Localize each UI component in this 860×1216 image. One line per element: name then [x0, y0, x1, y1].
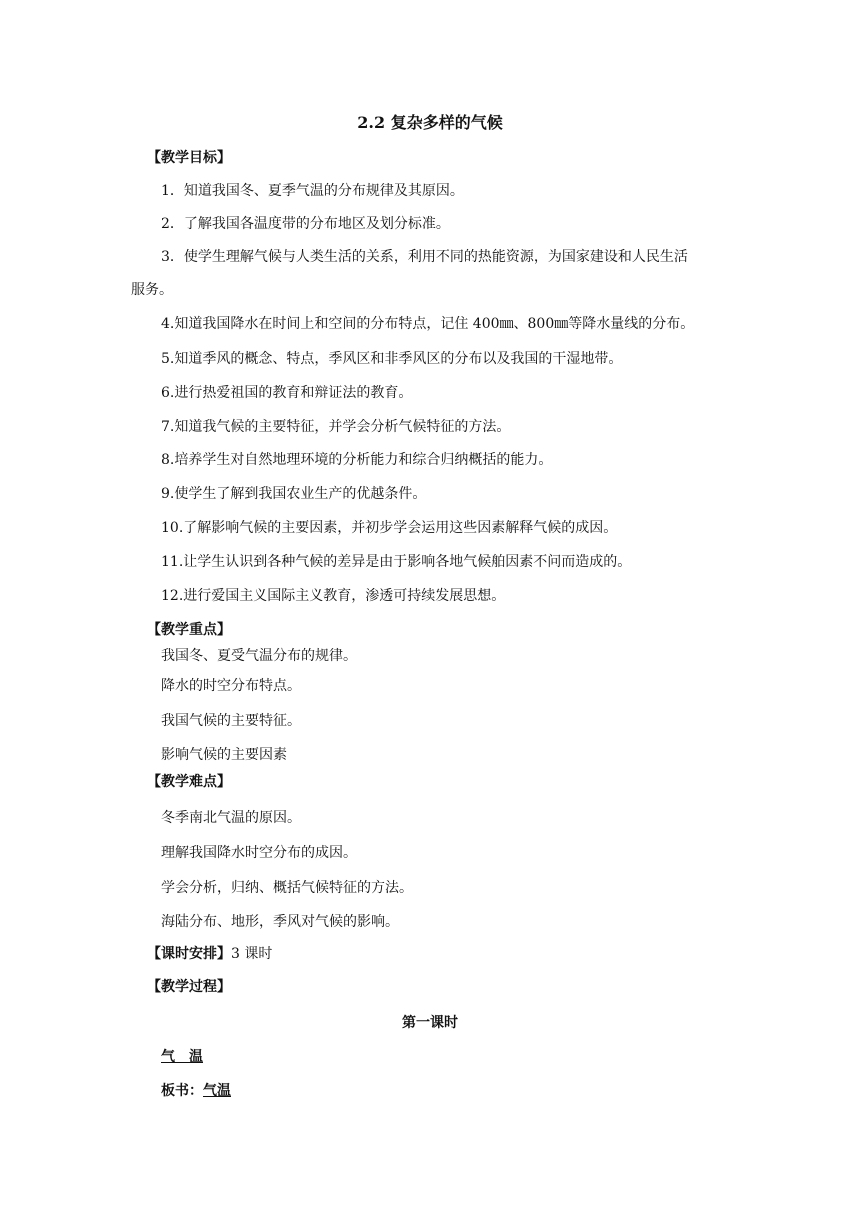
objective-item-1: 1．知道我国冬、夏季气温的分布规律及其原因。 — [161, 183, 464, 199]
objective-item-9: 9.使学生了解到我国农业生产的优越条件。 — [161, 486, 427, 502]
difficulty-1: 冬季南北气温的原因。 — [161, 810, 301, 826]
objective-item-8: 8.培养学生对自然地理环境的分析能力和综合归纳概括的能力。 — [161, 452, 553, 468]
key-point-4: 影响气候的主要因素 — [161, 747, 287, 763]
key-points-heading: 【教学重点】 — [147, 622, 231, 638]
board-label: 板书： — [161, 1083, 203, 1099]
objective-item-11: 11.让学生认识到各种气候的差异是由于影响各地气候舶因素不问而造成的。 — [161, 554, 632, 570]
difficulties-heading: 【教学难点】 — [147, 774, 231, 790]
objective-item-3: 3．使学生理解气候与人类生活的关系，利用不同的热能资源，为国家建设和人民生活 — [161, 249, 688, 265]
objective-item-2: 2．了解我国各温度带的分布地区及划分标准。 — [161, 216, 450, 232]
key-point-3: 我国气候的主要特征。 — [161, 713, 301, 729]
difficulty-4: 海陆分布、地形，季风对气候的影响。 — [161, 914, 399, 930]
objective-item-10: 10.了解影响气候的主要因素，并初步学会运用这些因素解释气候的成因。 — [161, 520, 618, 536]
board-line — [161, 1081, 231, 1101]
objective-item-3-cont: 服务。 — [131, 282, 173, 298]
difficulty-2: 理解我国降水时空分布的成因。 — [161, 845, 357, 861]
objective-item-6: 6.进行热爱祖国的教育和辩证法的教育。 — [161, 385, 413, 401]
process-heading: 【教学过程】 — [147, 979, 231, 995]
board-value: 气温 — [203, 1083, 231, 1099]
objective-item-5: 5.知道季风的概念、特点，季风区和非季风区的分布以及我国的干湿地带。 — [161, 351, 623, 367]
schedule-value: 3 课时 — [231, 946, 273, 962]
objective-item-12: 12.进行爱国主义国际主义教育，渗透可持续发展思想。 — [161, 588, 506, 604]
difficulty-3: 学会分析，归纳、概括气候特征的方法。 — [161, 880, 413, 896]
lesson1-topic: 气 温 — [161, 1049, 203, 1065]
schedule-line — [147, 944, 272, 964]
key-point-1: 我国冬、夏受气温分布的规律。 — [161, 648, 357, 664]
schedule-heading: 【课时安排】 — [147, 946, 231, 962]
lesson1-heading: 第一课时 — [402, 1015, 458, 1031]
page-title: 2.2 复杂多样的气候 — [357, 113, 503, 132]
objective-item-7: 7.知道我气候的主要特征，并学会分析气候特征的方法。 — [161, 419, 511, 435]
objective-item-4: 4.知道我国降水在时间上和空间的分布特点，记住 400㎜、800㎜等降水量线的分布。 — [161, 316, 695, 332]
key-point-2: 降水的时空分布特点。 — [161, 678, 301, 694]
objectives-heading: 【教学目标】 — [147, 150, 231, 166]
